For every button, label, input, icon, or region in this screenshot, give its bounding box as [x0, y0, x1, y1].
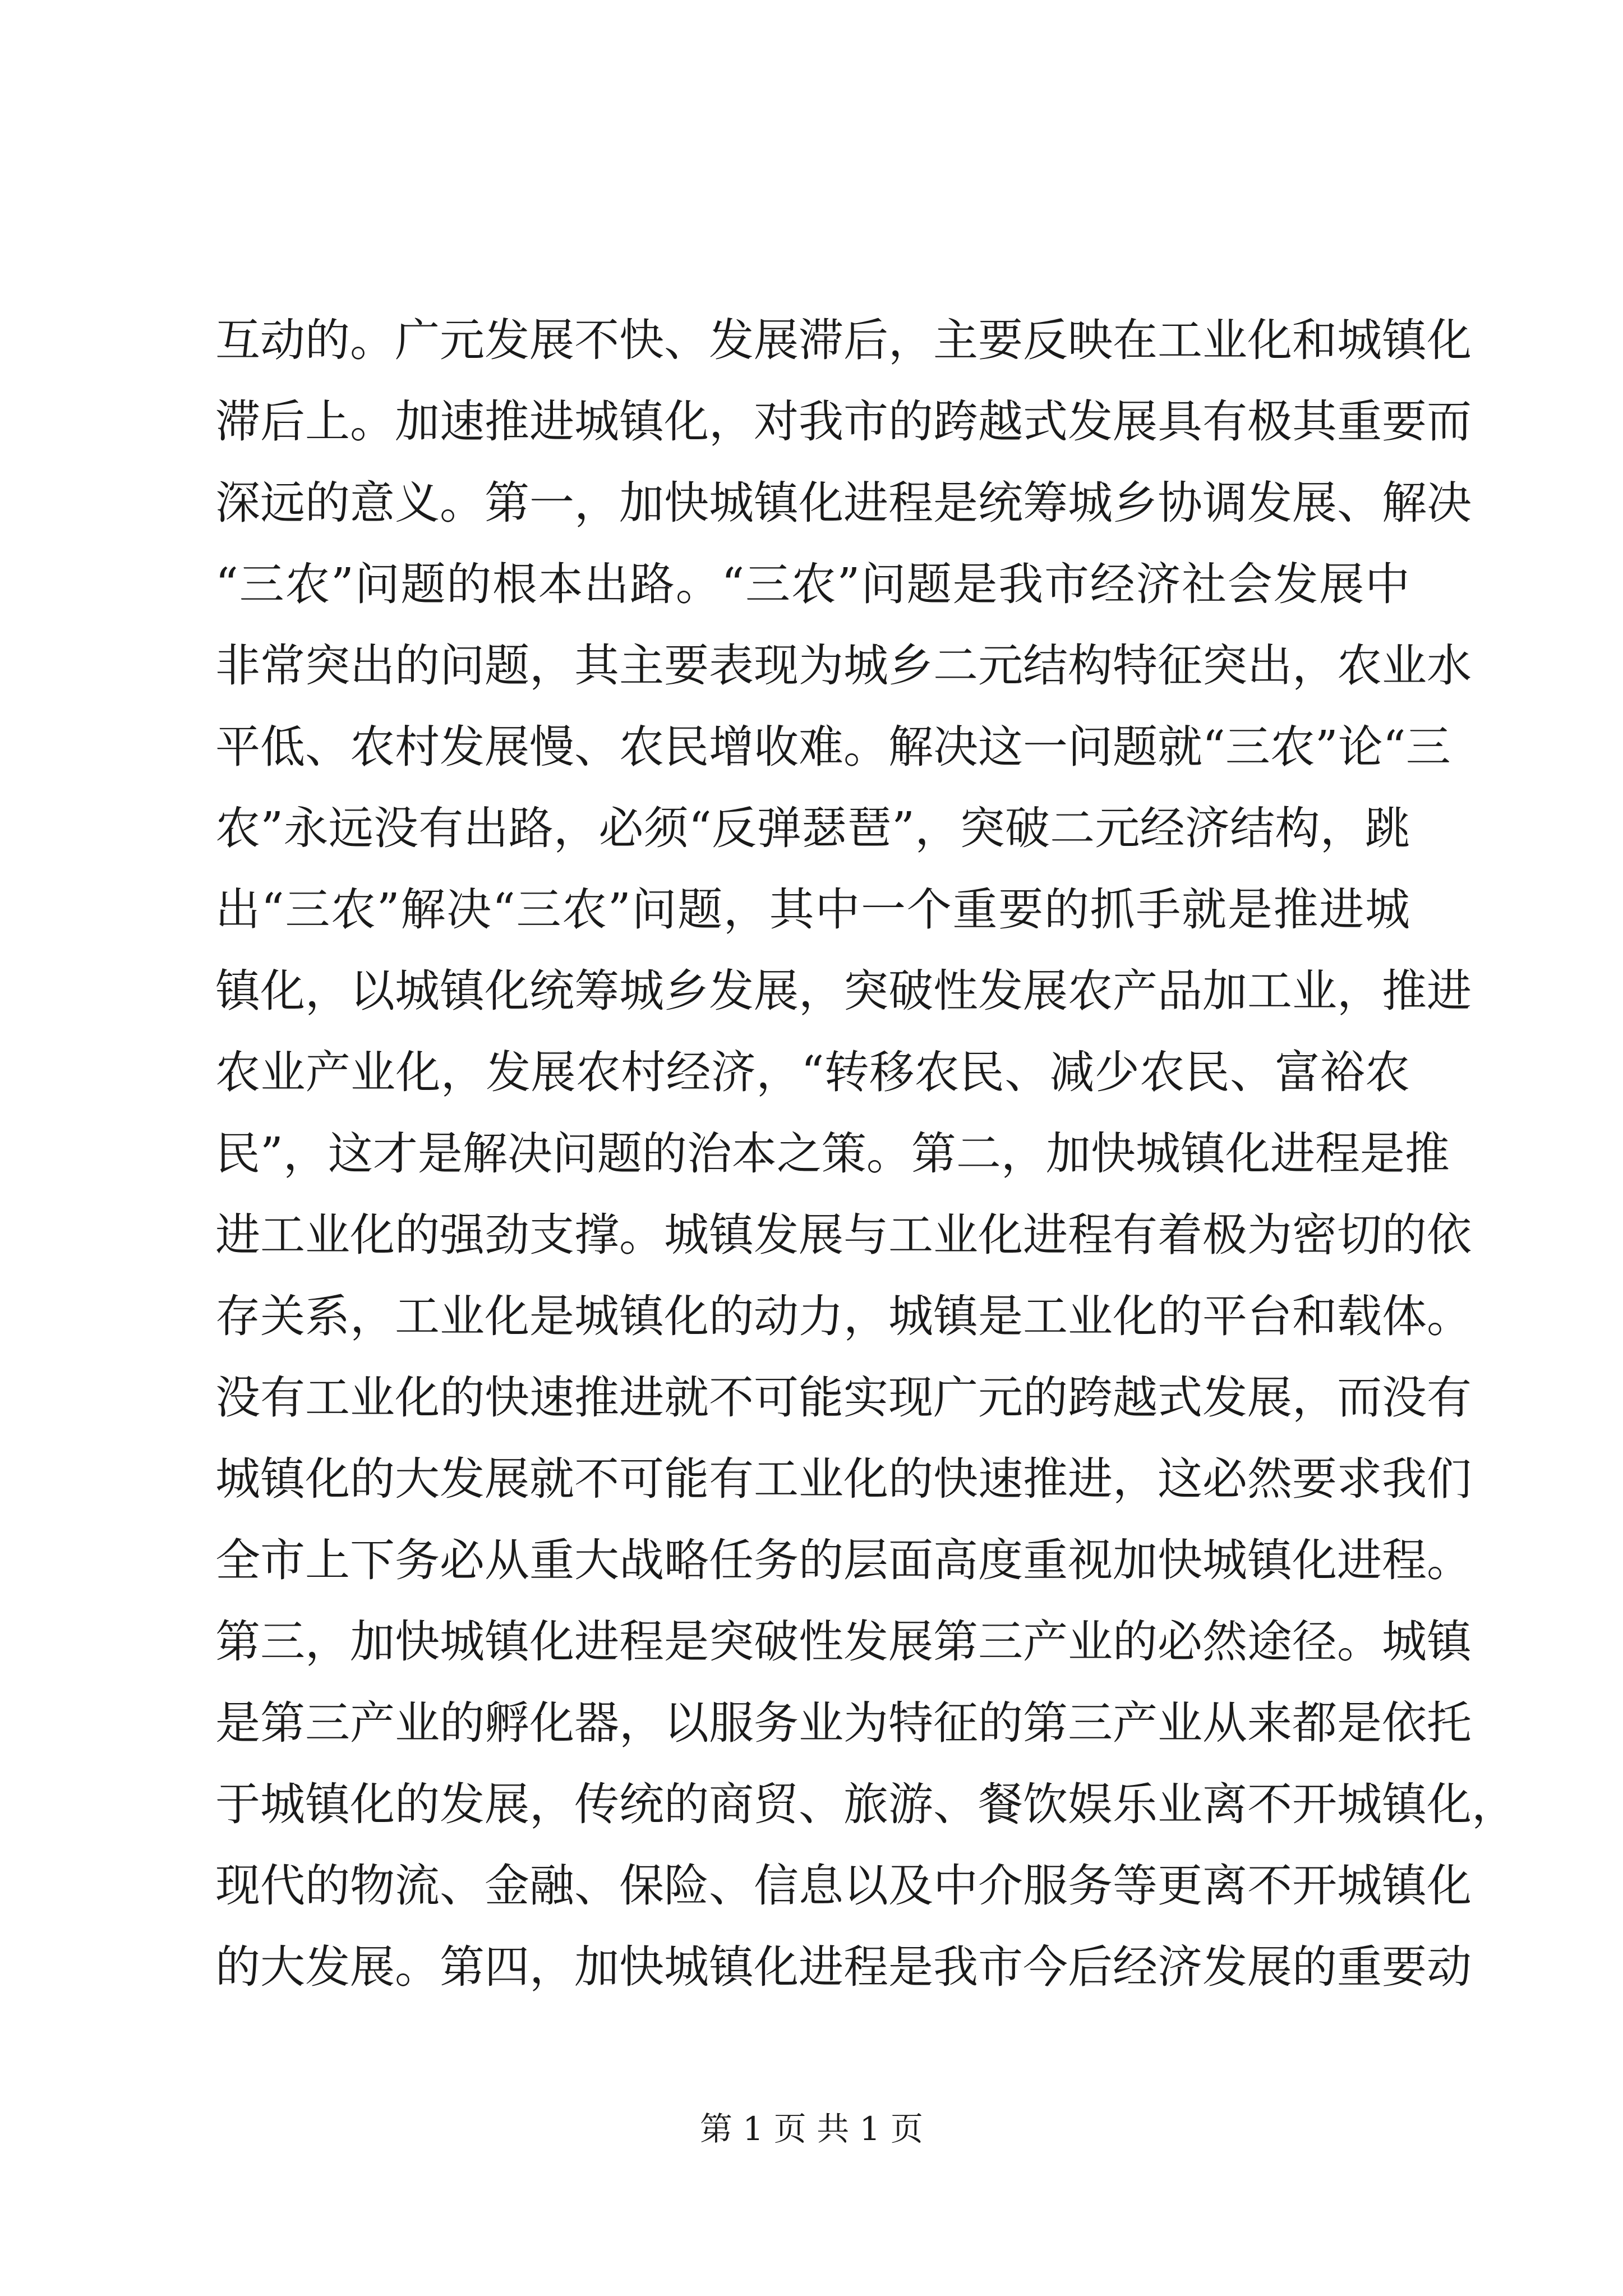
- text-line: 镇化，以城镇化统筹城乡发展，突破性发展农产品加工业，推进: [215, 965, 1472, 1017]
- text-line: 民”，这才是解决问题的治本之策。第二，加快城镇化进程是推: [215, 1128, 1450, 1180]
- text-line: 非常突出的问题，其主要表现为城乡二元结构特征突出，农业水: [215, 639, 1472, 692]
- text-line: 全市上下务必从重大战略任务的层面高度重视加快城镇化进程。: [215, 1534, 1472, 1586]
- text-line: 进工业化的强劲支撑。城镇发展与工业化进程有着极为密切的依: [215, 1209, 1472, 1261]
- text-line: “三农”问题的根本出路。“三农”问题是我市经济社会发展中: [215, 558, 1410, 610]
- text-line: 农”永远没有出路，必须“反弹瑟琶”，突破二元经济结构，跳: [215, 802, 1410, 854]
- text-line: 是第三产业的孵化器，以服务业为特征的第三产业从来都是依托: [215, 1697, 1472, 1749]
- page-number-footer: 第 1 页 共 1 页: [700, 2110, 923, 2148]
- text-line: 存关系，工业化是城镇化的动力，城镇是工业化的平台和载体。: [215, 1290, 1472, 1342]
- text-line: 第三，加快城镇化进程是突破性发展第三产业的必然途径。城镇: [215, 1616, 1472, 1668]
- text-line: 互动的。广元发展不快、发展滞后，主要反映在工业化和城镇化: [215, 314, 1472, 366]
- text-line: 城镇化的大发展就不可能有工业化的快速推进，这必然要求我们: [215, 1453, 1472, 1505]
- text-line: 农业产业化，发展农村经济，“转移农民、减少农民、富裕农: [215, 1046, 1410, 1098]
- body-text: [215, 300, 1516, 2008]
- text-line: 深远的意义。第一，加快城镇化进程是统筹城乡协调发展、解决: [215, 477, 1472, 529]
- text-line: 没有工业化的快速推进就不可能实现广元的跨越式发展，而没有: [215, 1372, 1472, 1424]
- text-line: 出“三农”解决“三农”问题，其中一个重要的抓手就是推进城: [215, 884, 1410, 936]
- text-line: 于城镇化的发展，传统的商贸、旅游、餐饮娱乐业离不开城镇化，: [215, 1778, 1516, 1830]
- text-line: 平低、农村发展慢、农民增收难。解决这一问题就“三农”论“三: [215, 721, 1451, 773]
- text-line: 现代的物流、金融、保险、信息以及中介服务等更离不开城镇化: [215, 1860, 1472, 1912]
- text-line: 滞后上。加速推进城镇化，对我市的跨越式发展具有极其重要而: [215, 395, 1472, 448]
- text-line: 的大发展。第四，加快城镇化进程是我市今后经济发展的重要动: [215, 1941, 1472, 1993]
